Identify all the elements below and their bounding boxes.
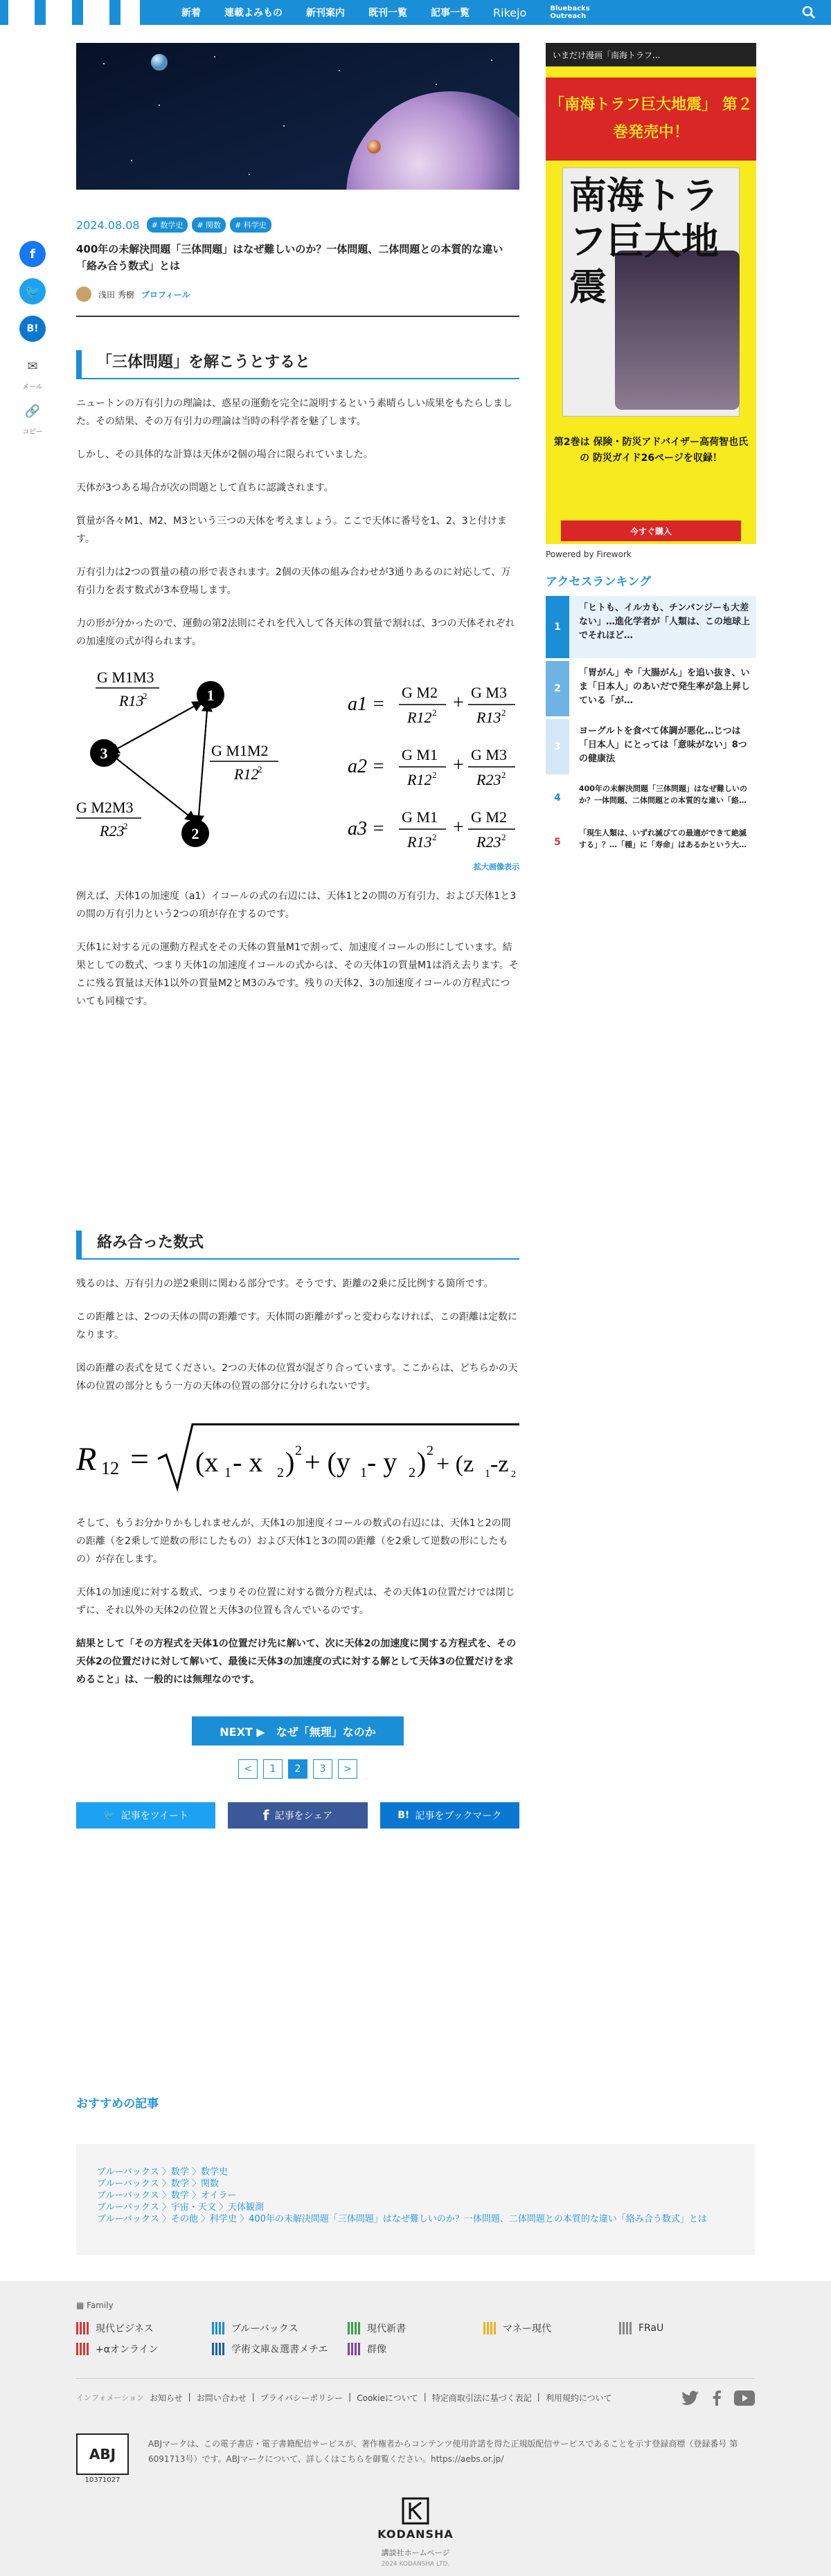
page-prev[interactable]: < [238, 1759, 258, 1779]
footer-social [681, 2391, 755, 2406]
family-site[interactable]: 群像 [348, 2342, 483, 2356]
tag-functions[interactable]: # 関数 [192, 217, 226, 233]
paragraph: 残るのは、万有引力の逆2乗則に関わる部分です。そうです、距離の2乗に反比例する箇所です。 [76, 1278, 494, 1289]
svg-text:2: 2 [427, 1443, 434, 1458]
facebook-share-icon[interactable]: f [19, 241, 46, 267]
svg-text:2: 2 [432, 707, 437, 718]
copy-label: コピー [22, 428, 43, 436]
page-next[interactable]: > [338, 1759, 357, 1779]
page-2-current[interactable]: 2 [288, 1759, 307, 1779]
svg-text:2: 2 [432, 832, 437, 842]
paragraph-emphasis: 結果として「その方程式を天体1の位置だけ先に解いて、次に天体2の加速度に関する方程式を、その天体2の位置だけに対して解いて、最後に天体3の加速度の式に対する解として天体3の位置だけを求めること」は、一般的には無理なのです。 [76, 1638, 517, 1685]
breadcrumb[interactable]: ブルーバックス 〉その他 〉科学史 〉400年の未解決問題「三体問題」はなぜ難しいのか？一体問題、二体問題との本質的な違い「絡み合う数式」とは [97, 2214, 707, 2224]
family-site[interactable]: +αオンライン [76, 2342, 212, 2356]
section-heading-2: 絡み合った数式 [76, 1231, 519, 1260]
family-site[interactable]: ブルーバックス [212, 2321, 348, 2335]
nav-item-outreach[interactable]: Bluebacks Outreach [550, 5, 590, 20]
facebook-share-button[interactable] [228, 1802, 367, 1829]
footer-link[interactable]: 利用規約について [545, 2393, 612, 2403]
article-title: 400年の未解決問題「三体問題」はなぜ難しいのか？一体問題、二体問題との本質的な違い「絡み合う数式」とは [76, 243, 503, 272]
paragraph: 天体1の加速度に対する数式、つまりその位置に対する微分方程式は、その天体1の位置だけでは閉じずに、それ以外の天体2の位置と天体3の位置も含んでいるのです。 [76, 1587, 515, 1616]
family-label-text: Family [87, 2301, 114, 2310]
family-site-icon [212, 2343, 226, 2355]
breadcrumb[interactable]: ブルーバックス 〉宇宙・天文 〉天体観測 [97, 2202, 264, 2213]
svg-text:(x: (x [195, 1446, 219, 1478]
kodansha-home-link[interactable]: 講談社ホームページ [381, 2548, 450, 2557]
youtube-icon[interactable] [734, 2391, 755, 2406]
svg-text:1: 1 [360, 1465, 367, 1480]
footer-link: インフォメーション [76, 2393, 145, 2402]
breadcrumb[interactable]: ブルーバックス 〉数学 〉数学史 [97, 2167, 228, 2177]
breadcrumb[interactable]: ブルーバックス 〉数学 〉関数 [97, 2179, 219, 2189]
section-heading-1: 「三体問題」を解こうとすると [76, 350, 519, 379]
ad-text: 第2巻は 保険・防災アドバイザー高荷智也氏の 防災ガイド26ページを収録！ [553, 437, 749, 464]
author-row [76, 287, 519, 317]
force-23-denominator: R23 [100, 822, 125, 840]
recommended-heading: おすすめの記事 [76, 2097, 159, 2111]
rank-number: 3 [546, 719, 569, 774]
planets-image [76, 43, 519, 190]
footer-link[interactable]: プライバシーポリシー [260, 2393, 343, 2403]
svg-text:+ (z: + (z [436, 1451, 474, 1477]
ad-title: 南海トラフ巨大地震 [569, 174, 719, 309]
ranking-item[interactable] [546, 777, 756, 819]
family-site[interactable]: 現代新書 [348, 2321, 483, 2335]
mail-label: メール [22, 383, 43, 391]
nav-item-rikejo[interactable]: Rikejo [493, 6, 527, 19]
kodansha-mark-icon [402, 2497, 429, 2525]
author-avatar [76, 287, 91, 302]
svg-text:2: 2 [511, 1469, 516, 1480]
kodansha-logo[interactable] [0, 2497, 831, 2541]
article [76, 43, 519, 1829]
tweet-button[interactable] [76, 1802, 215, 1829]
three-body-figure[interactable] [76, 667, 519, 861]
svg-text:2: 2 [277, 1465, 284, 1480]
force-23-numerator: G M2M3 [76, 799, 134, 816]
eq-a3-lhs: a3 = [348, 818, 385, 840]
svg-text:-z: -z [490, 1451, 509, 1477]
kodansha-wordmark: KODANSHA [377, 2528, 454, 2541]
hatena-share-icon[interactable]: B! [19, 316, 46, 342]
article-date: 2024.08.08 [76, 218, 140, 232]
force-arrow-2-1 [198, 702, 208, 825]
hatena-bookmark-button[interactable] [380, 1802, 519, 1829]
footer [0, 2281, 831, 2576]
svg-text:2: 2 [501, 707, 506, 718]
ad-banner: 「南海トラフ巨大地震」 第２巻発売中！ [546, 78, 756, 161]
svg-text:2: 2 [123, 821, 128, 831]
family-site-icon [348, 2322, 361, 2334]
svg-text:- y: - y [367, 1446, 397, 1478]
ad-top-bar: いまだけ漫画「南海トラフ... [546, 43, 756, 66]
nav-item-series[interactable]: 連載よみもの [224, 8, 283, 19]
paragraph: 天体が3つある場合が次の問題として直ちに認識されます。 [76, 482, 334, 493]
force-arrow-1-3 [109, 702, 202, 753]
svg-text:1: 1 [224, 1465, 231, 1480]
footer-link[interactable]: お問い合わせ [196, 2393, 247, 2403]
rank-number: 2 [546, 661, 569, 716]
rank-title: 「胃がん」や「大腸がん」を追い抜き、いま「日本人」のあいだで発生率が急上昇している「が… [579, 668, 751, 706]
body-1-label: 1 [206, 687, 215, 704]
hero-image [76, 43, 519, 190]
ad-powered-by: Powered by Firework [546, 550, 632, 559]
body-3-label: 3 [100, 745, 108, 762]
ranking-item[interactable] [546, 822, 756, 863]
breadcrumb[interactable]: ブルーバックス 〉数学 〉オイラー [97, 2190, 237, 2201]
family-site-icon [348, 2343, 361, 2355]
svg-text:R12: R12 [407, 771, 432, 788]
breadcrumb-box [76, 2144, 755, 2255]
rank-title: ヨーグルトを食べて体調が悪化…じつは「日本人」にとっては「意味がない」8つの健康法 [579, 726, 747, 764]
twitter-icon[interactable] [681, 2391, 699, 2406]
right-sidebar [546, 43, 756, 863]
svg-text:2: 2 [295, 1443, 302, 1458]
svg-text:12: 12 [101, 1458, 119, 1478]
nav-menu [181, 0, 612, 25]
family-sites-row-2 [76, 2342, 483, 2356]
svg-text:R12: R12 [407, 709, 432, 726]
svg-text:2: 2 [501, 770, 506, 780]
family-site-icon [212, 2322, 226, 2334]
ranking-item[interactable] [546, 596, 756, 658]
next-page-button[interactable]: NEXT ▶ なぜ「無理」なのか [192, 1716, 404, 1745]
ranking-item[interactable] [546, 661, 756, 716]
distance-formula [76, 1416, 519, 1499]
footer-links: インフォメーション お知らせ | お問い合わせ | プライバシーポリシー | Cookieについて | 特定商取引法に基づく表記 | 利用規約について [76, 2392, 612, 2403]
facebook-icon[interactable] [712, 2391, 722, 2406]
eq-a1-lhs: a1 = [348, 693, 385, 715]
rank-title: 400年の未解決問題「三体問題」はなぜ難しいのか？一体問題、二体問題との本質的な違い「絡… [579, 784, 747, 805]
family-site[interactable]: マネー現代 [483, 2321, 619, 2335]
hatena-icon: B! [397, 1810, 410, 1821]
force-13-denominator: R13 [119, 692, 144, 709]
svg-text:2: 2 [432, 770, 437, 780]
page-1[interactable]: 1 [263, 1759, 283, 1779]
svg-text:): ) [417, 1446, 427, 1478]
svg-text:G M3: G M3 [471, 684, 507, 701]
family-site-icon [76, 2322, 90, 2334]
family-sites-row-1 [76, 2321, 755, 2335]
nav-item-new[interactable]: 新着 [181, 8, 201, 19]
rank-number: 5 [554, 837, 561, 848]
svg-text:+: + [453, 817, 464, 838]
site-logo[interactable] [0, 0, 170, 25]
side-share-column [19, 241, 47, 443]
footer-link[interactable]: Cookieについて [357, 2393, 418, 2403]
footer-link[interactable]: お知らせ [150, 2393, 183, 2403]
svg-text:- x: - x [233, 1446, 263, 1478]
svg-text:+: + [453, 692, 464, 714]
hatena-bookmark-label: 記事をブックマーク [415, 1811, 502, 1822]
eq-a2-lhs: a2 = [348, 756, 385, 777]
nav-item-articles[interactable]: 記事一覧 [431, 8, 470, 19]
family-label: ▦ Family [76, 2301, 114, 2310]
paragraph: そして、もうお分かりかもしれませんが、天体1の加速度イコールの数式の右辺には、天体1と2の間の距離（を2乗して逆数の形にしたもの）および天体1と3の間の距離（を2乗して逆数の形にしたもの）が存在します。 [76, 1518, 511, 1565]
acceleration-equations [348, 693, 385, 840]
paragraph: 図の距離の表式を見てください。2つの天体の位置が混ざり合っています。ここからは、どちらかの天体の位置の部分ともう一方の天体の位置の部分に分けられないです。 [76, 1363, 518, 1392]
svg-text:): ) [285, 1446, 295, 1478]
ad-buy-button[interactable]: 今すぐ購入 [561, 520, 741, 541]
ranking-item[interactable] [546, 719, 756, 774]
facebook-icon: f [262, 1807, 269, 1824]
paragraph: ニュートンの万有引力の理論は、惑星の運動を完全に説明するという素晴らしい成果をもたらしました。その結果、その万有引力の理論は当時の科学者を魅了します。 [76, 398, 512, 427]
svg-text:G M1: G M1 [402, 808, 438, 826]
search-icon[interactable] [802, 6, 816, 19]
paragraph: しかし、その具体的な計算は天体が2個の場合に限られていました。 [76, 449, 373, 460]
svg-text:R23: R23 [476, 771, 501, 788]
body-2-label: 2 [191, 825, 199, 842]
facebook-share-label: 記事をシェア [274, 1811, 333, 1822]
rank-title: 「ヒトも、イルカも、チンパンジーも大差ない」…進化学者が「人類は、この地球上でそれほど… [579, 603, 751, 641]
svg-text:1: 1 [485, 1468, 490, 1480]
force-13-numerator: G M1M3 [97, 669, 154, 686]
paragraph: 質量が各々M1、M2、M3という三つの天体を考えましょう。ここで天体に番号を1、2、3と付けます。 [76, 516, 507, 545]
share-buttons-row [76, 1802, 519, 1829]
force-12-numerator: G M1M2 [211, 742, 269, 759]
family-site[interactable]: 学術文庫＆選書メチエ [212, 2342, 348, 2356]
ranking-list [546, 596, 756, 863]
page-3[interactable]: 3 [313, 1759, 332, 1779]
svg-text:R13: R13 [476, 709, 501, 726]
svg-text:2: 2 [409, 1465, 416, 1480]
rank-title: 「現生人類は、いずれ滅びての最適ができて絶滅する」？…「種」に「寿命」はあるかという大… [579, 828, 747, 849]
footer-divider [76, 2378, 755, 2379]
force-12-denominator: R12 [234, 765, 259, 783]
ranking-title: アクセスランキング [546, 575, 651, 589]
svg-text:R23: R23 [476, 833, 501, 851]
paragraph: この距離とは、2つの天体の間の距離です。天体間の距離がずっと変わらなければ、この距離は定数になります。 [76, 1312, 517, 1341]
svg-text:G M2: G M2 [402, 684, 438, 701]
footer-link[interactable]: 特定商取引法に基づく表記 [431, 2393, 532, 2403]
copyright: 2024 KODANSHA LTD. [381, 2561, 450, 2568]
abj-number: 10371027 [84, 2476, 120, 2484]
copy-link-icon[interactable]: 🔗 [19, 398, 46, 424]
svg-text:R13: R13 [407, 833, 432, 851]
nav-item-backlist[interactable]: 既刊一覧 [368, 8, 407, 19]
twitter-share-icon[interactable]: 🐦 [19, 278, 46, 305]
svg-text:G M1: G M1 [402, 746, 438, 763]
rank-number: 1 [546, 596, 569, 658]
mail-icon[interactable]: ✉ [19, 353, 46, 379]
svg-text:2: 2 [258, 764, 262, 774]
distance-formula-graphic [76, 1416, 519, 1499]
svg-text:+: + [453, 754, 464, 776]
family-site[interactable]: 現代ビジネス [76, 2321, 212, 2335]
abj-text: ABJマークは、この電子書店・電子書籍配信サービスが、著作権者からコンテンツ使用許諾を得た正規版配信サービスであることを示す登録商標（登録番号 第6091713号）です。ABJマークについて、詳しくはこちらを御覧ください。https://aebs.or.jp/ [148, 2439, 738, 2464]
tag-math-history[interactable]: # 数学史 [147, 217, 188, 233]
nav-item-new-books[interactable]: 新刊案内 [306, 8, 345, 19]
tweet-label: 記事をツイート [120, 1811, 189, 1822]
abj-logo: ABJ [89, 2446, 116, 2462]
ad-space [76, 1010, 519, 1197]
rank-number: 4 [554, 792, 561, 804]
paragraph: 天体1に対する元の運動方程式をその天体の質量M1で割って、加速度イコールの形にしています。結果としての数式、つまり天体1の加速度イコールの式からは、その天体1の質量M1は消え去ります。そこに残る質量は天体1以外の質量M2とM3のみです。残りの天体2、3の加速度イコールの方程式についても同様です。 [76, 942, 519, 1007]
svg-text:G M2: G M2 [471, 808, 507, 826]
tag-science-history[interactable]: # 科学史 [230, 217, 271, 233]
paragraph: 万有引力は2つの質量の積の形で表されます。2個の天体の組み合わせが3通りあるのに対応して、万有引力を表す数式が3本登場します。 [76, 567, 511, 596]
svg-text:G M3: G M3 [471, 746, 507, 763]
pagination [76, 1759, 519, 1779]
family-site[interactable]: FRaU [619, 2321, 755, 2335]
abj-mark [76, 2433, 129, 2475]
article-meta [76, 217, 519, 233]
paragraph: 例えば、天体1の加速度（a1）イコールの式の右辺には、天体1と2の間の万有引力、および天体1と3の間の万有引力という2つの項が存在するのです。 [76, 891, 517, 920]
svg-text:+ (y: + (y [305, 1446, 350, 1478]
top-nav [0, 0, 831, 25]
paragraph: 力の形が分かったので、運動の第2法則にそれを代入して各天体の質量で割れば、3つの天体それぞれの加速度の式が得られます。 [76, 618, 515, 647]
svg-text:2: 2 [501, 832, 506, 842]
svg-text:2: 2 [143, 691, 148, 701]
family-site-icon [619, 2322, 633, 2334]
svg-text:=: = [130, 1441, 150, 1478]
svg-text:R: R [76, 1441, 97, 1478]
enlarge-image-link[interactable]: 拡大画像表示 [474, 862, 519, 871]
video-ad[interactable] [546, 43, 756, 544]
family-site-icon [483, 2322, 497, 2334]
twitter-icon: 🐦 [103, 1810, 116, 1821]
author-name[interactable]: 浅田 秀樹 [98, 289, 134, 300]
family-site-icon [76, 2343, 90, 2355]
author-profile-link[interactable]: プロフィール [141, 289, 190, 300]
